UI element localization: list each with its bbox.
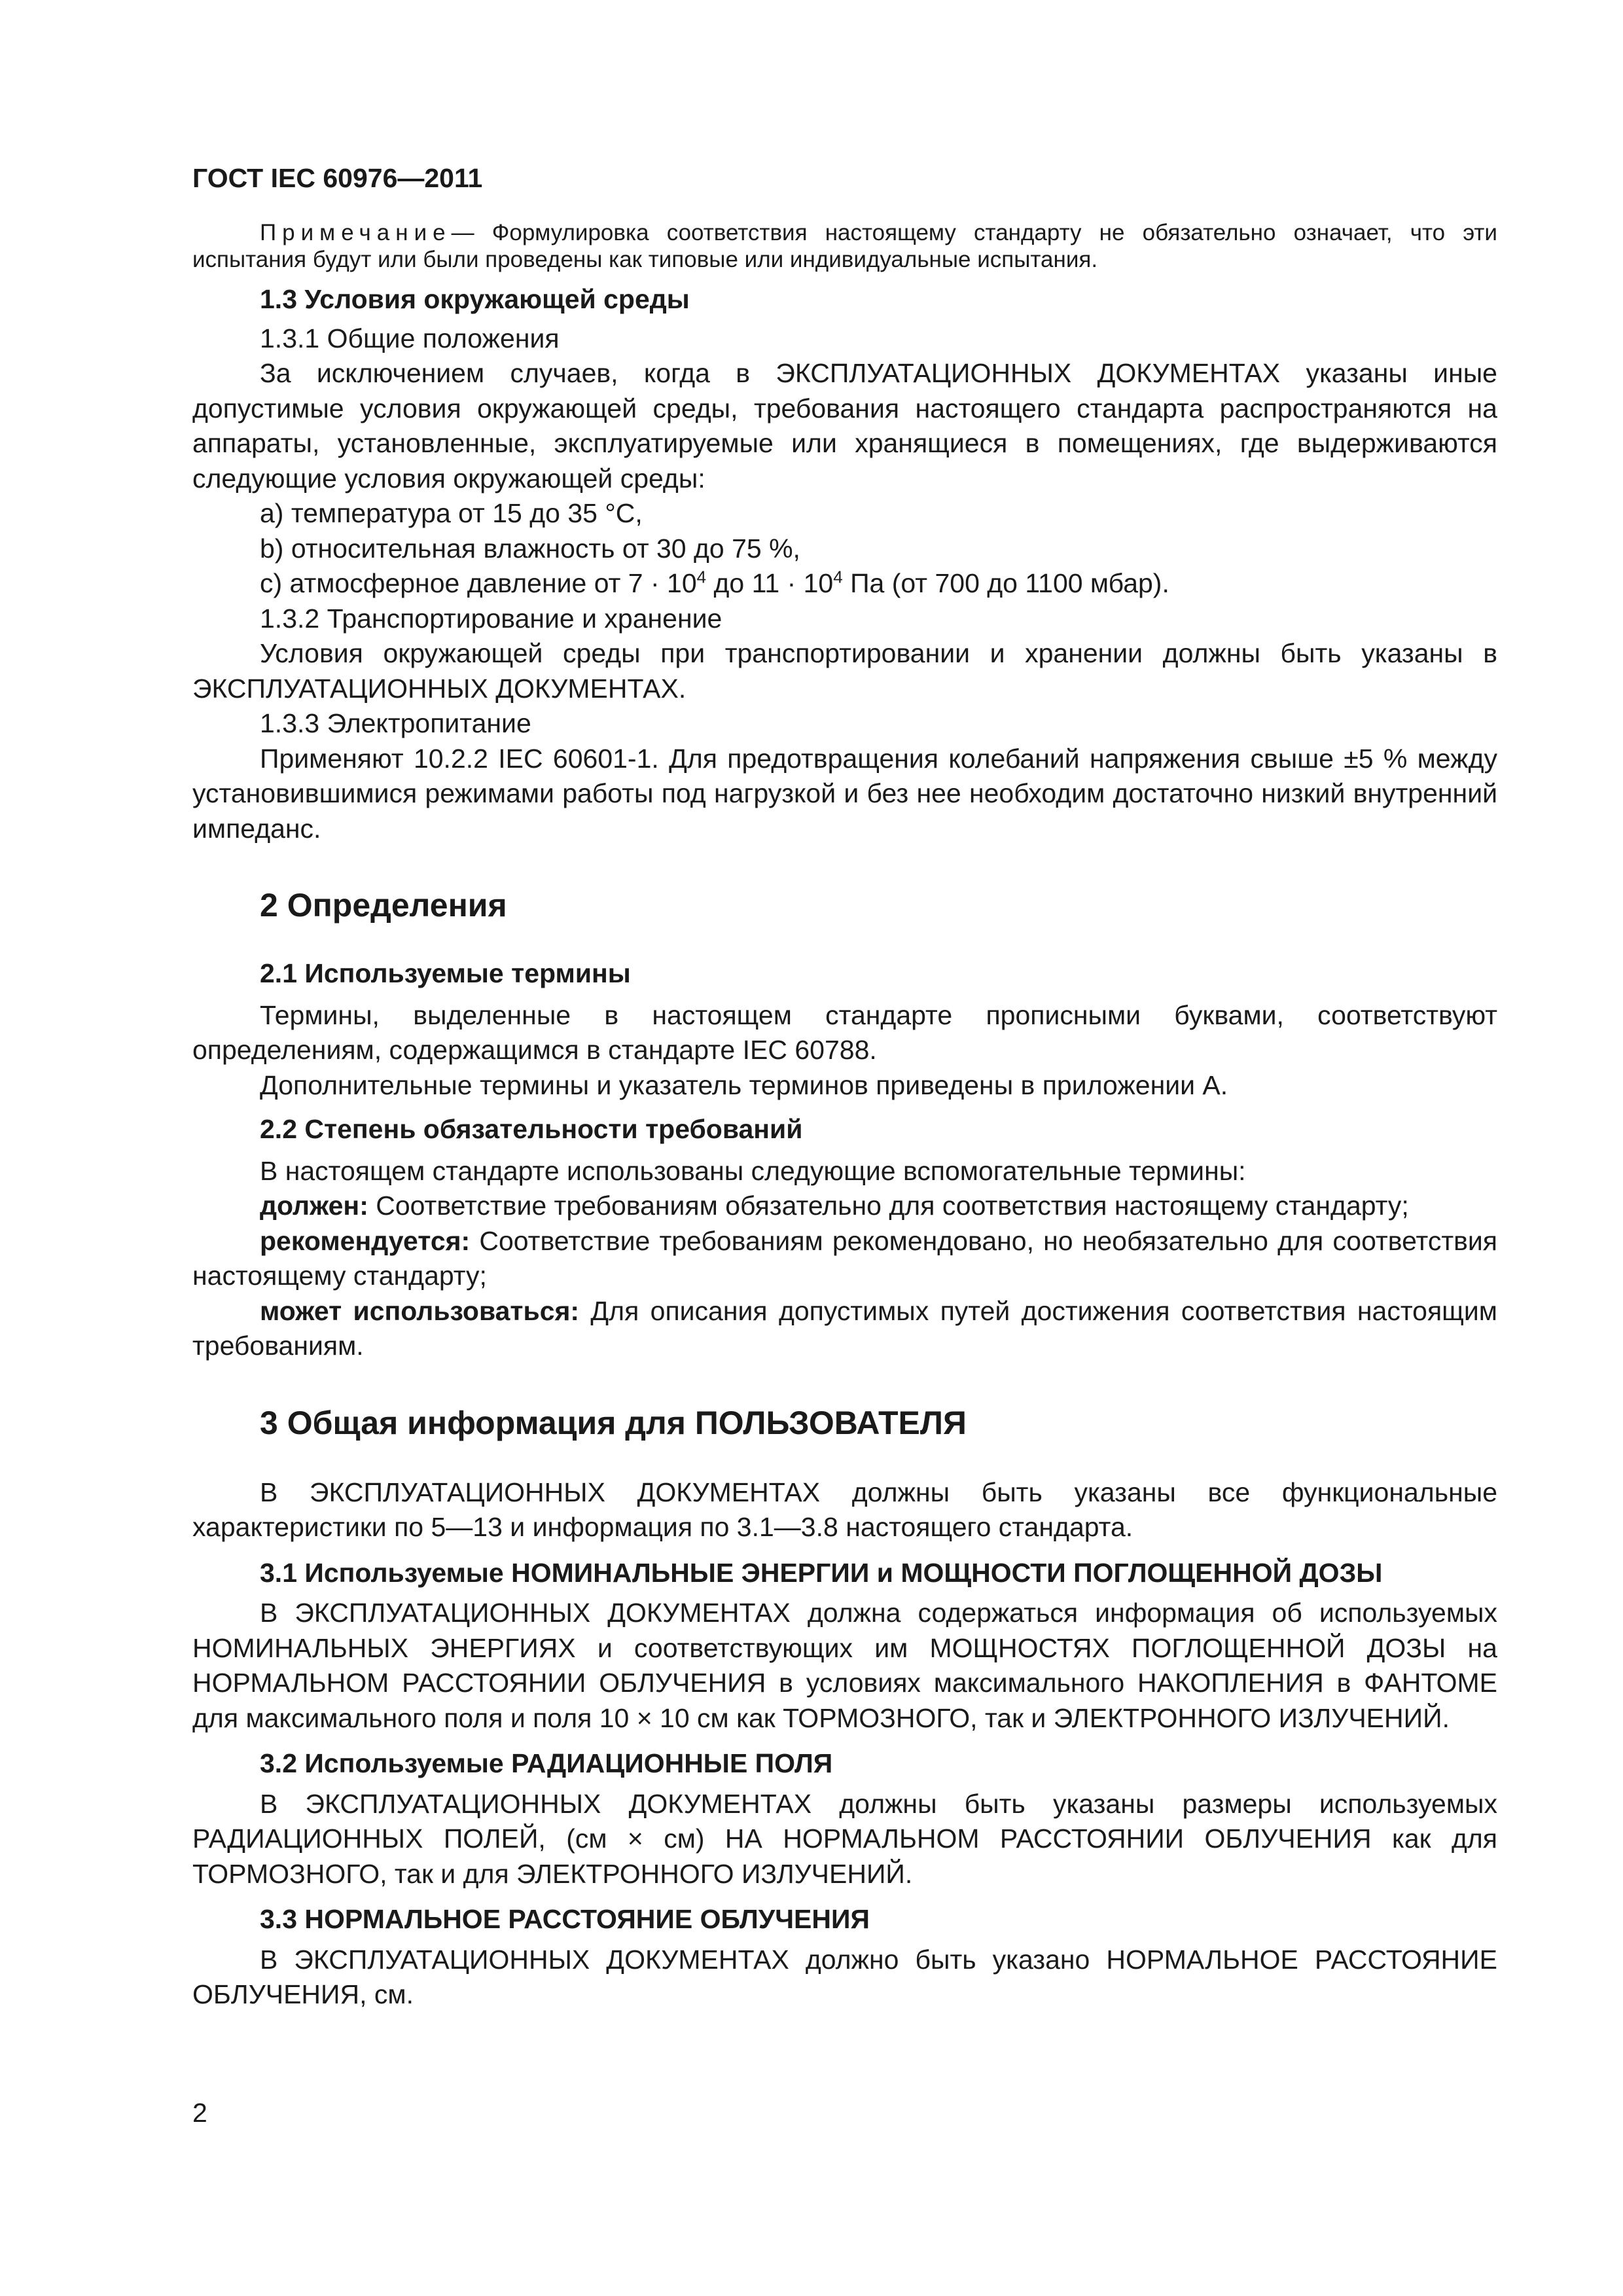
section-3-3-paragraph: В ЭКСПЛУАТАЦИОННЫХ ДОКУМЕНТАХ должно быть указано НОРМАЛЬНОЕ РАССТОЯНИЕ ОБЛУЧЕНИЯ, см. bbox=[192, 1944, 1497, 2009]
condition-a: a) температура от 15 до 35 °C, bbox=[260, 498, 643, 528]
note-paragraph bbox=[192, 219, 1497, 273]
section-2-2-intro: В настоящем стандарте использованы следующие вспомогательные термины: bbox=[260, 1155, 1246, 1186]
page-content bbox=[192, 219, 1497, 2013]
page-number: 2 bbox=[192, 2098, 207, 2128]
section-1-3-title: 1.3 Условия окружающей среды bbox=[260, 284, 690, 314]
section-3-2-title: 3.2 Используемые РАДИАЦИОННЫЕ ПОЛЯ bbox=[260, 1748, 833, 1778]
section-1-3-3-paragraph: Применяют 10.2.2 IEC 60601-1. Для предотвращения колебаний напряжения свыше ±5 % между установившимися режимами работы под нагрузкой и без нее необходим достаточно низкий внутренний импеданс. bbox=[192, 743, 1497, 844]
section-1-3-2-title: 1.3.2 Транспортирование и хранение bbox=[260, 603, 722, 634]
condition-c: c) атмосферное давление от $7 \cdot 10^4$ до $11 \cdot 10^4$ Па (от 700 до 1100 мбар). bbox=[260, 567, 1169, 598]
section-3-1-title: 3.1 Используемые НОМИНАЛЬНЫЕ ЭНЕРГИИ и МОЩНОСТИ ПОГЛОЩЕННОЙ ДОЗЫ bbox=[260, 1557, 1383, 1588]
section-1-3-1-paragraph: За исключением случаев, когда в ЭКСПЛУАТАЦИОННЫХ ДОКУМЕНТАХ указаны иные допустимые условия окружающей среды, требования настоящего стандарта распространяются на аппараты, установленные, эксплуатируемые или хранящиеся в помещениях, где выдерживаются следующие условия окружающей среды: bbox=[192, 358, 1497, 493]
section-1-3-1-title: 1.3.1 Общие положения bbox=[260, 323, 560, 353]
note-text: — Формулировка соответствия настоящему стандарту не обязательно означает, что эти испытания будут или были проведены как типовые или индивидуальные испытания. bbox=[192, 220, 1497, 272]
term-may: может использоваться: Для описания допустимых путей достижения соответствия настоящим требованиям. bbox=[192, 1295, 1497, 1361]
term-recommended: рекомендуется: Соответствие требованиям рекомендовано, но необязательно для соответствия настоящему стандарту; bbox=[192, 1225, 1497, 1291]
section-2-2-title: 2.2 Степень обязательности требований bbox=[260, 1114, 803, 1144]
section-1-3-3-title: 1.3.3 Электропитание bbox=[260, 708, 531, 738]
section-3-1-paragraph: В ЭКСПЛУАТАЦИОННЫХ ДОКУМЕНТАХ должна содержаться информация об используемых НОМИНАЛЬНЫХ ЭНЕРГИЯХ и соответствующих им МОЩНОСТЯХ ПОГЛОЩЕННОЙ ДОЗЫ на НОРМАЛЬНОМ РАССТОЯНИИ ОБЛУЧЕНИЯ в условиях максимального НАКОПЛЕНИЯ в ФАНТОМЕ для максимального поля и поля 10 × 10 см как ТОРМОЗНОГО, так и ЭЛЕКТРОННОГО ИЗЛУЧЕНИЙ. bbox=[192, 1598, 1497, 1733]
standard-header: ГОСТ IEC 60976—2011 bbox=[192, 163, 483, 193]
section-3-paragraph: В ЭКСПЛУАТАЦИОННЫХ ДОКУМЕНТАХ должны быть указаны все функциональные характеристики по 5—13 и информация по 3.1—3.8 настоящего стандарта. bbox=[192, 1477, 1497, 1542]
section-3-title: 3 Общая информация для ПОЛЬЗОВАТЕЛЯ bbox=[260, 1404, 967, 1441]
term-must: должен: Соответствие требованиям обязательно для соответствия настоящему стандарту; bbox=[260, 1191, 1409, 1221]
section-2-1-paragraph-1: Термины, выделенные в настоящем стандарте прописными буквами, соответствуют определениям, содержащимся в стандарте IEC 60788. bbox=[192, 999, 1497, 1065]
section-1-3-2-paragraph: Условия окружающей среды при транспортировании и хранении должны быть указаны в ЭКСПЛУАТАЦИОННЫХ ДОКУМЕНТАХ. bbox=[192, 638, 1497, 704]
section-2-1-paragraph-2: Дополнительные термины и указатель терминов приведены в приложении А. bbox=[260, 1069, 1228, 1100]
section-3-3-title: 3.3 НОРМАЛЬНОЕ РАССТОЯНИЕ ОБЛУЧЕНИЯ bbox=[260, 1904, 870, 1934]
section-3-2-paragraph: В ЭКСПЛУАТАЦИОННЫХ ДОКУМЕНТАХ должны быть указаны размеры используемых РАДИАЦИОННЫХ ПОЛЕЙ, (см × см) НА НОРМАЛЬНОМ РАССТОЯНИИ ОБЛУЧЕНИЯ как для ТОРМОЗНОГО, так и для ЭЛЕКТРОННОГО ИЗЛУЧЕНИЙ. bbox=[192, 1788, 1497, 1889]
note-label: Примечание bbox=[260, 220, 452, 245]
condition-b: b) относительная влажность от 30 до 75 %, bbox=[260, 533, 800, 564]
section-2-1-title: 2.1 Используемые термины bbox=[260, 958, 631, 988]
section-2-title: 2 Определения bbox=[260, 887, 507, 924]
